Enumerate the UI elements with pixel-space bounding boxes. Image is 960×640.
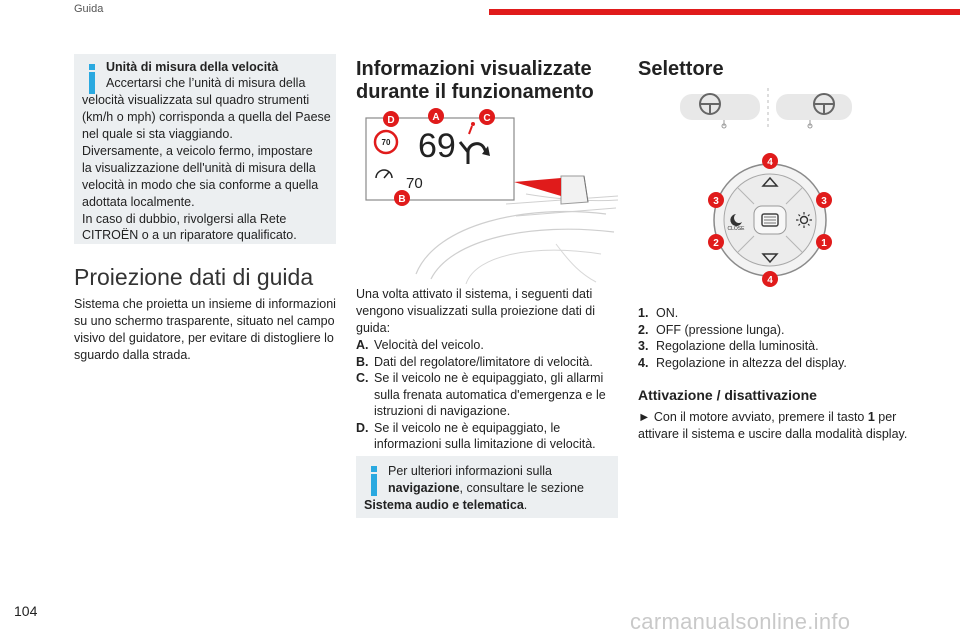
callout-d: D [387,115,395,126]
note-line: (km/h o mph) corrisponda a quella del Paese [82,110,331,124]
step-key: 1 [867,410,875,424]
list-item [356,337,618,354]
item-text: Dati del regolatore/limitatore di velocità. [374,354,593,369]
info-note-speed-unit [74,54,336,244]
list-item [638,305,900,322]
item-key: A. [356,338,369,352]
item-text: ON. [656,306,679,320]
step-text: per [874,410,897,424]
item-key: 4. [638,355,649,370]
intro-line: Una volta attivato il sistema, i seguenti dati [356,287,593,301]
note-line: velocità in modo che sia conforme a quella [82,178,319,192]
item-text: OFF (pressione lunga). [656,322,785,337]
column-title: durante il funzionamento [356,81,594,103]
body-line: su uno schermo trasparente, situato nel campo [74,314,335,328]
note-line: Accertarsi che l’unità di misura della [106,76,306,90]
info-list [356,337,618,453]
item-text: Velocità del veicolo. [374,338,484,352]
intro-line: guida: [356,321,391,335]
note-line [364,497,527,514]
list-item-continuation [356,403,618,420]
list-item-continuation [356,387,618,404]
info-note-navigation [356,456,618,518]
header-accent-bar [489,9,960,15]
page-number: 104 [14,603,38,619]
item-text: Regolazione della luminosità. [656,339,819,353]
item-key: D. [356,420,369,435]
body-line: sguardo dalla strada. [74,348,191,362]
info-icon [88,64,96,94]
note-line: la visualizzazione dell'unità di misura della [82,161,316,175]
list-item [638,338,900,355]
callout-c: C [483,113,491,124]
note-bold: navigazione [388,481,460,495]
step-line [638,409,896,426]
hud-illustration [356,104,620,284]
selector-control [700,150,840,288]
callout-3-right: 3 [821,196,827,207]
item-text: istruzioni di navigazione. [374,404,511,418]
note-line: In caso di dubbio, rivolgersi alla Rete [82,212,287,226]
callout-a: A [432,112,440,123]
running-header: Guida [74,3,104,15]
callout-1: 1 [821,238,827,249]
callout-4-bottom: 4 [767,275,773,286]
body-line: visivo del guidatore, per evitare di distogliere lo [74,331,334,345]
note-line: Per ulteriori informazioni sulla [388,464,552,478]
note-line: adottata localmente. [82,195,195,209]
note-line [388,480,584,497]
vehicle-speed-value: 69 [418,127,456,165]
callout-2: 2 [713,238,719,249]
speed-limit-value: 70 [381,138,391,147]
list-item [356,354,618,371]
note-line: nel quale si sta viaggiando. [82,127,233,141]
step-line: attivare il sistema e uscire dalla modalità display. [638,427,908,441]
list-item-continuation [356,436,618,453]
note-text: , consultare le sezione [459,481,584,495]
item-text: Se il veicolo ne è equipaggiato, le [374,420,561,435]
callout-4-top: 4 [767,157,773,168]
item-key: 3. [638,339,649,353]
item-key: B. [356,354,369,369]
callout-3-left: 3 [713,196,719,207]
item-text: Regolazione in altezza del display. [656,355,847,370]
item-text: Se il veicolo ne è equipaggiato, gli allarmi [374,371,604,385]
step-arrow-icon: ► [638,410,651,424]
note-line: CITROËN o a un riparatore qualificato. [82,228,297,242]
item-text: sulla frenata automatica d'emergenza e le [374,387,606,402]
list-item [638,355,900,372]
list-item [356,370,618,387]
list-item [638,322,900,339]
note-line: Diversamente, a veicolo fermo, impostare [82,144,313,158]
item-key: C. [356,371,369,385]
note-title: Unità di misura della velocità [106,60,279,74]
selector-list [638,305,900,371]
watermark: carmanualsonline.info [630,609,851,634]
item-key: 1. [638,306,649,320]
column-title: Informazioni visualizzate [356,58,592,80]
body-line: Sistema che proietta un insieme di informazioni [74,297,336,311]
info-icon [370,466,378,496]
item-key: 2. [638,322,649,337]
callout-b: B [398,194,406,205]
note-line: velocità visualizzata sul quadro strumenti [82,93,310,107]
note-bold: Sistema audio e telematica [364,498,524,512]
steering-position-illustration [676,86,856,136]
note-text: . [523,498,528,512]
subsection-title: Attivazione / disattivazione [638,387,817,403]
cruise-speed-value: 70 [406,175,423,192]
item-text: informazioni sulla limitazione di velocità. [374,437,596,451]
section-title: Proiezione dati di guida [74,264,314,290]
intro-line: vengono visualizzati sulla proiezione dati di [356,304,596,318]
close-label: CLOSE [727,226,745,232]
column-title: Selettore [638,58,724,80]
step-text: Con il motore avviato, premere il tasto [653,410,868,424]
list-item [356,420,618,437]
